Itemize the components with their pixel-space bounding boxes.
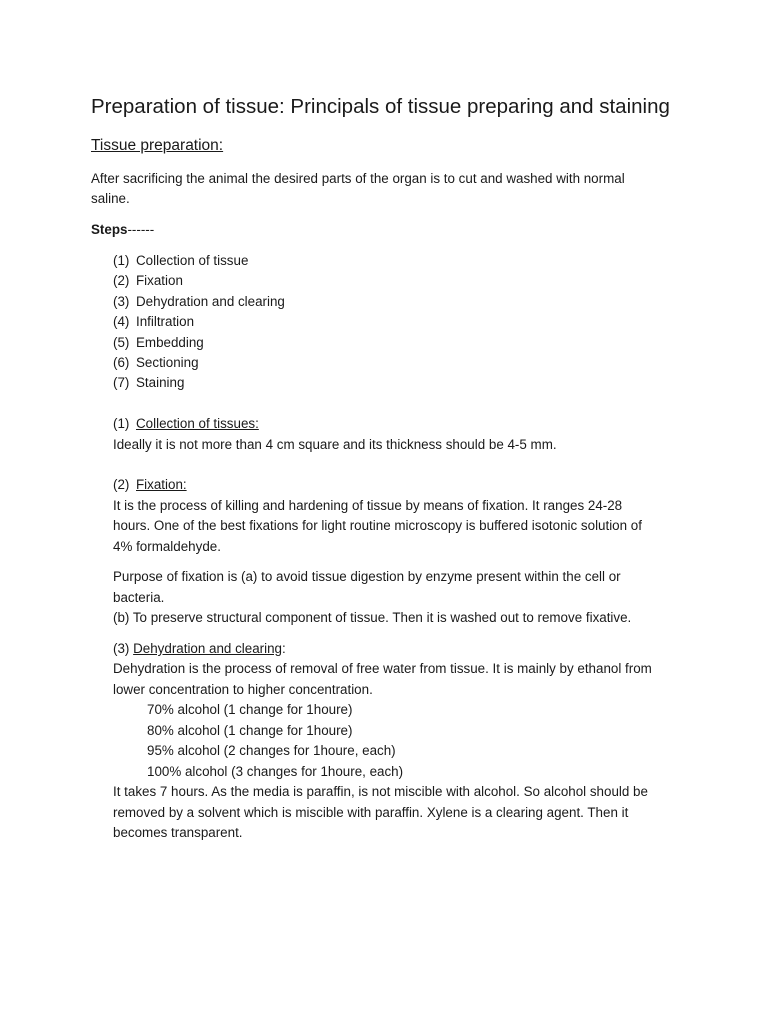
step-number: (2)	[113, 273, 130, 288]
alcohol-step: 80% alcohol (1 change for 1houre)	[147, 723, 353, 738]
step-text: Infiltration	[136, 314, 195, 329]
section-1-heading: Collection of tissues:	[136, 416, 259, 431]
steps-heading	[91, 222, 154, 238]
section-1-body: Ideally it is not more than 4 cm square and its thickness should be 4-5 mm.	[113, 437, 557, 452]
intro-line-1: After sacrificing the animal the desired parts of the organ is to cut and washed with normal	[91, 171, 625, 186]
section-3-heading-line	[113, 641, 286, 657]
fixation-purpose-line: bacteria.	[113, 590, 165, 605]
step-text: Embedding	[136, 335, 204, 350]
step-text: Collection of tissue	[136, 253, 249, 268]
section-3-colon: :	[282, 641, 286, 656]
alcohol-step: 95% alcohol (2 changes for 1houre, each)	[147, 743, 396, 758]
steps-heading-label: Steps	[91, 222, 128, 237]
section-3-body-line: lower concentration to higher concentration.	[113, 682, 373, 697]
section-3-closing-line: removed by a solvent which is miscible with paraffin. Xylene is a clearing agent. Then it	[113, 805, 629, 820]
step-text: Dehydration and clearing	[136, 294, 285, 309]
step-number: (5)	[113, 335, 130, 350]
steps-heading-dashes: ------	[127, 222, 155, 237]
step-text: Staining	[136, 375, 185, 390]
section-3-number: (3)	[113, 641, 130, 656]
section-3-closing-line: It takes 7 hours. As the media is paraffin, is not miscible with alcohol. So alcohol should be	[113, 784, 648, 799]
section-3-heading: Dehydration and clearing	[133, 641, 282, 656]
section-3-closing-line: becomes transparent.	[113, 825, 243, 840]
section-1-number: (1)	[113, 416, 130, 431]
fixation-purpose-line: Purpose of fixation is (a) to avoid tissue digestion by enzyme present within the cell or	[113, 569, 621, 584]
step-number: (4)	[113, 314, 130, 329]
alcohol-step: 70% alcohol (1 change for 1houre)	[147, 702, 353, 717]
alcohol-step: 100% alcohol (3 changes for 1houre, each)	[147, 764, 404, 779]
step-number: (3)	[113, 294, 130, 309]
step-text: Fixation	[136, 273, 183, 288]
section-3-body-line: Dehydration is the process of removal of free water from tissue. It is mainly by ethanol from	[113, 661, 652, 676]
section-2-heading: Fixation:	[136, 477, 187, 492]
step-number: (7)	[113, 375, 130, 390]
intro-line-2: saline.	[91, 191, 130, 206]
section-2-number: (2)	[113, 477, 130, 492]
step-number: (1)	[113, 253, 130, 268]
step-number: (6)	[113, 355, 130, 370]
section-2-body-line: hours. One of the best fixations for light routine microscopy is buffered isotonic solution of	[113, 518, 642, 533]
page-title: Preparation of tissue: Principals of tissue preparing and staining	[91, 95, 670, 118]
section-2-body-line: 4% formaldehyde.	[113, 539, 221, 554]
step-text: Sectioning	[136, 355, 199, 370]
section-2-body-line: It is the process of killing and hardening of tissue by means of fixation. It ranges 24-28	[113, 498, 623, 513]
fixation-purpose-line: (b) To preserve structural component of tissue. Then it is washed out to remove fixative.	[113, 610, 632, 625]
section-subtitle: Tissue preparation:	[91, 137, 224, 154]
